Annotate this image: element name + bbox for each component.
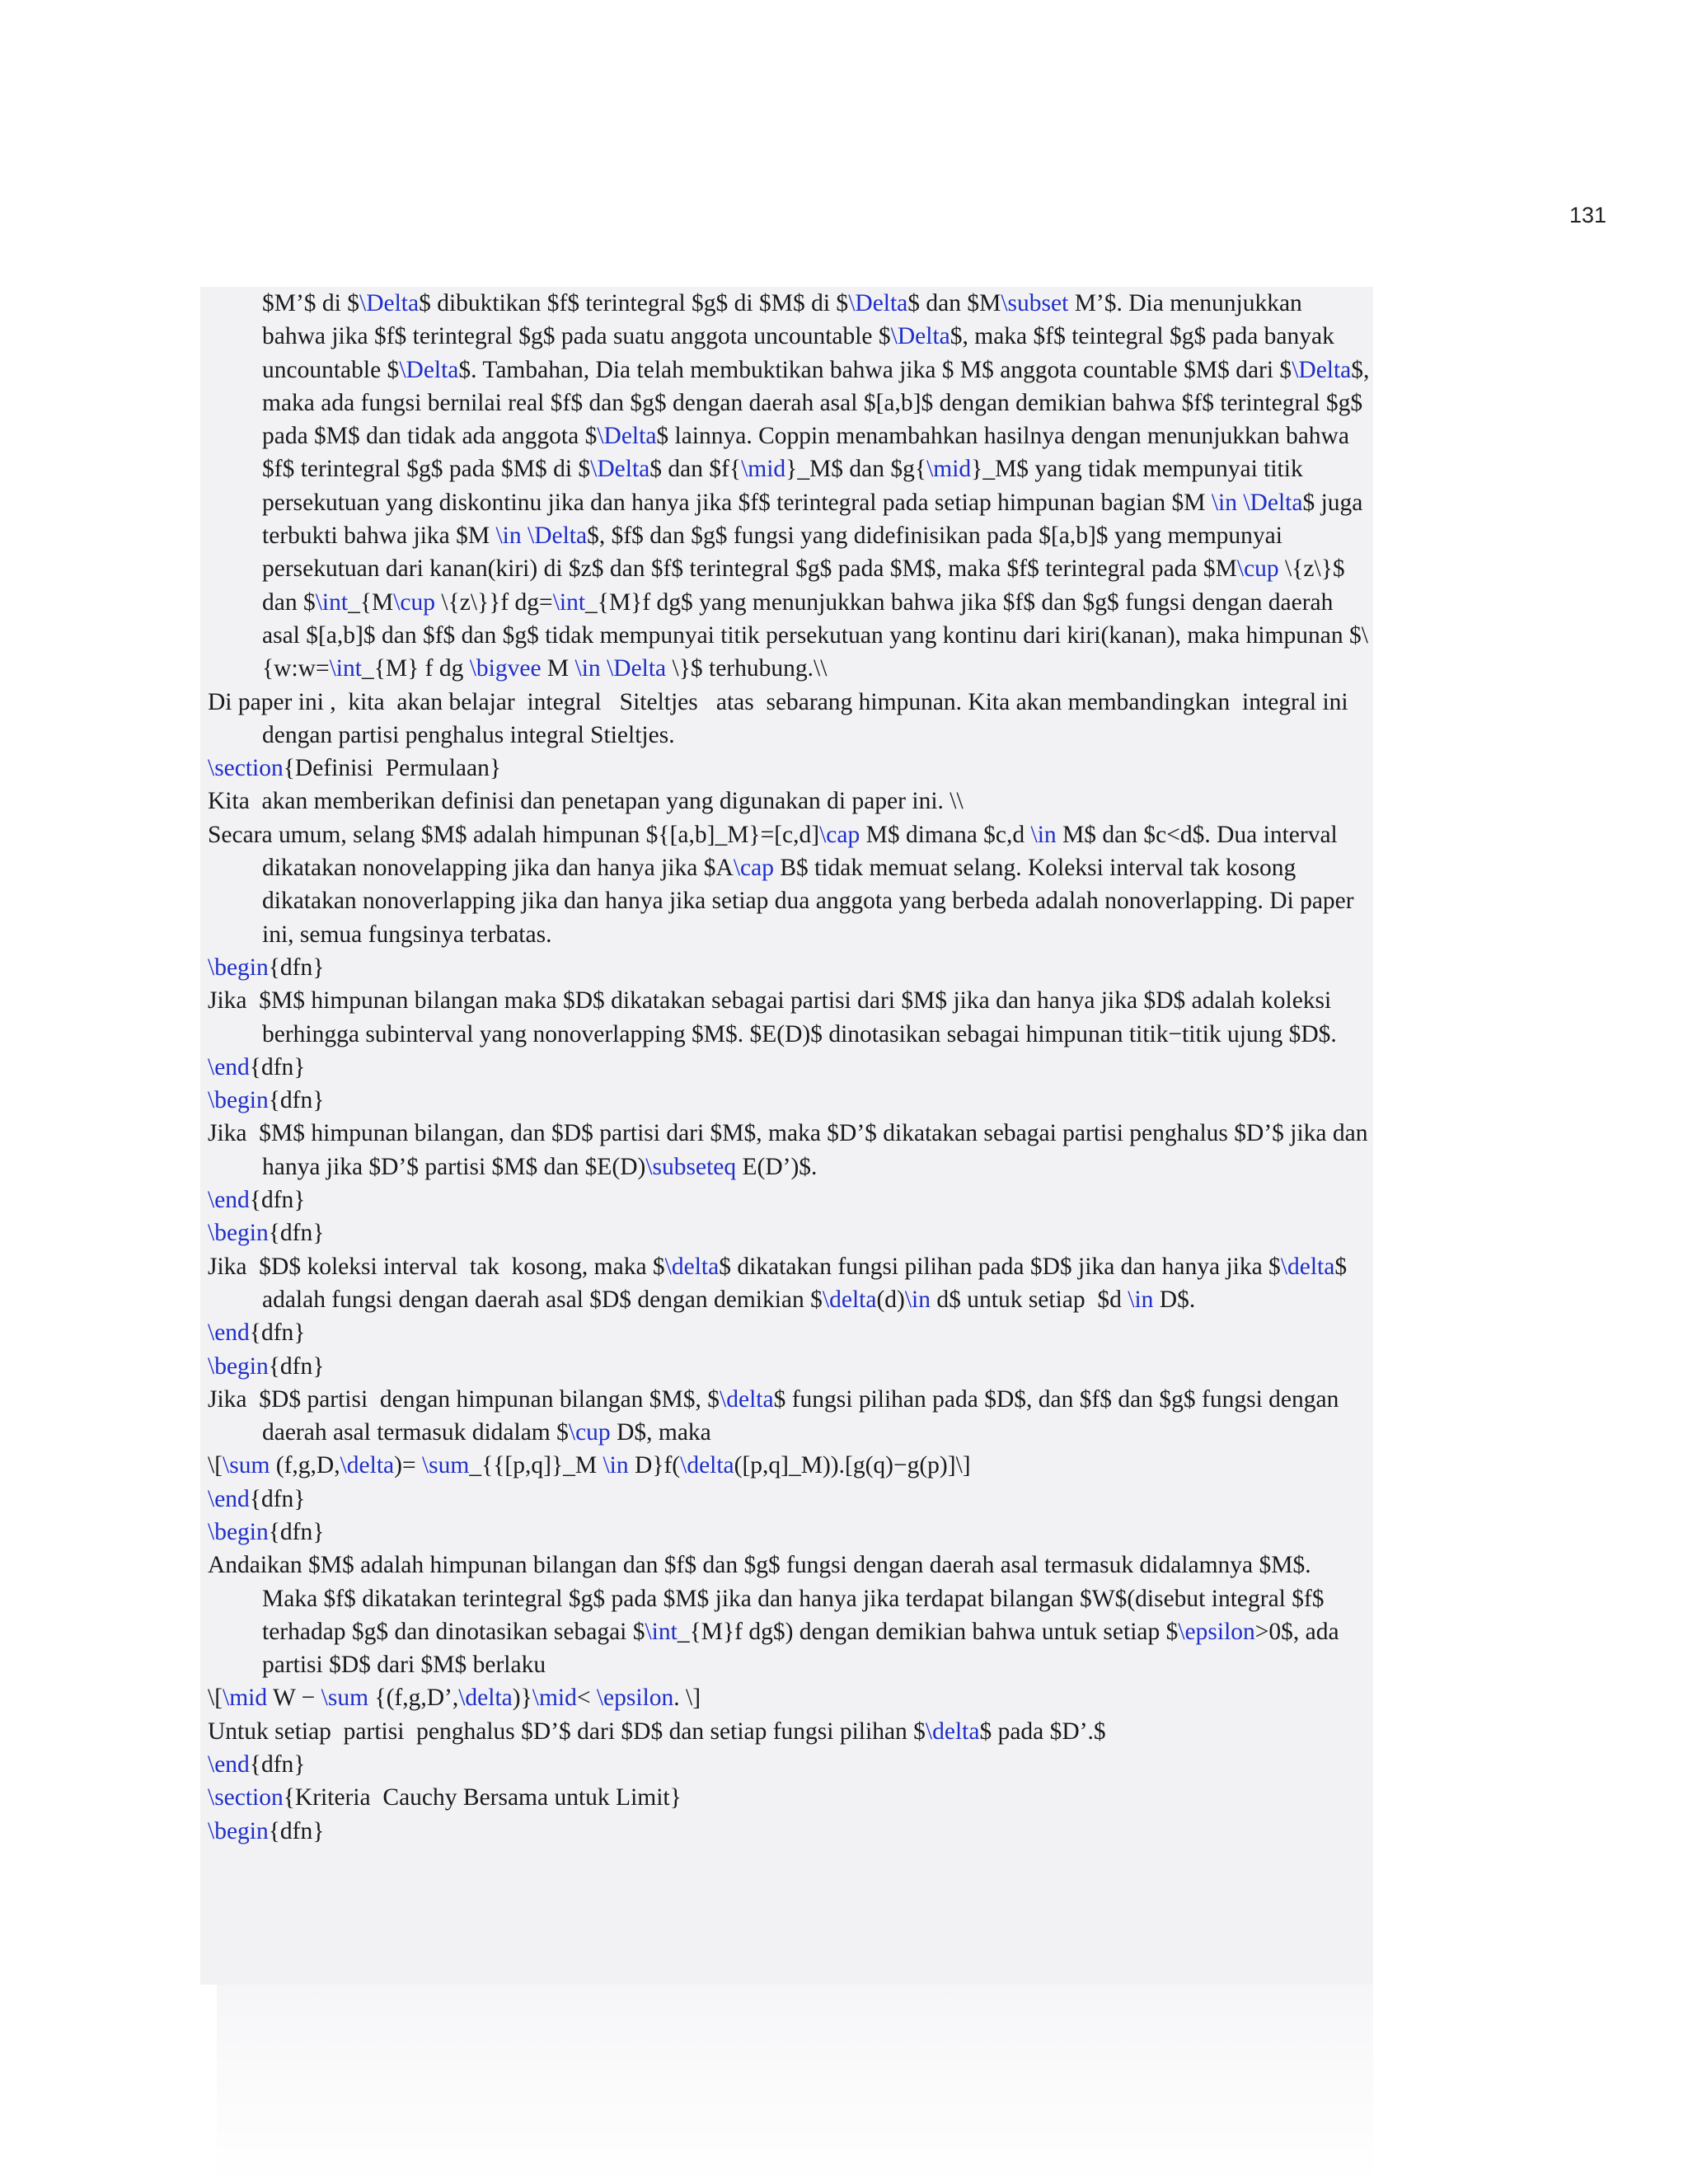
text-run: {Kriteria Cauchy Bersama untuk Limit} [283, 1784, 682, 1811]
text-run: $ adalah fungsi dengan daerah asal $D$ dengan demikian $ [262, 1253, 1353, 1313]
latex-command: \mid [926, 456, 972, 483]
latex-command: \begin [208, 1087, 269, 1114]
latex-command: \in [1030, 821, 1057, 848]
latex-command: \in [1128, 1286, 1154, 1313]
text-paragraph [208, 984, 1370, 1051]
page-number: 131 [1569, 203, 1607, 227]
latex-command: \int [329, 655, 362, 682]
latex-command: \begin [208, 1518, 269, 1545]
text-run: {dfn} [268, 1352, 325, 1380]
text-paragraph [208, 1815, 1370, 1848]
text-run: \[ [208, 1452, 223, 1479]
latex-command: \Delta [890, 323, 950, 350]
latex-command: \end [208, 1485, 250, 1512]
latex-command: \sum [321, 1685, 369, 1712]
text-run: \{z\}$ dan $ [262, 555, 1351, 616]
text-run: $ dibuktikan $f$ terintegral $g$ di $M$ di $ [419, 290, 849, 316]
latex-command: \begin [208, 1817, 269, 1844]
text-paragraph [208, 1516, 1370, 1549]
text-paragraph [208, 1250, 1370, 1317]
latex-command: \section [208, 1784, 284, 1811]
text-run: {dfn} [268, 1518, 325, 1545]
text-run: W − [267, 1685, 321, 1712]
latex-command: \cup [393, 588, 435, 616]
text-paragraph [208, 1715, 1370, 1748]
text-run: $ lainnya. Coppin menambahkan hasilnya dengan menunjukkan bahwa $f$ terintegral $g$ pada $M$ di $ [262, 423, 1356, 483]
text-run: D$. [1153, 1286, 1196, 1313]
text-run: Kita akan memberikan definisi dan penetapan yang digunakan di paper ini. \\ [208, 788, 964, 815]
latex-command: \begin [208, 954, 269, 981]
latex-command: \Delta [597, 423, 657, 450]
text-paragraph [208, 1781, 1370, 1814]
text-run: $ fungsi pilihan pada $D$, dan $f$ dan $g$ fungsi dengan daerah asal termasuk didalam $ [262, 1385, 1345, 1446]
text-run: {dfn} [268, 1087, 325, 1114]
latex-command: \in [904, 1286, 931, 1313]
latex-command: \subset [1001, 290, 1069, 316]
text-run: {dfn} [268, 1817, 325, 1844]
latex-command: \cup [568, 1419, 611, 1446]
latex-command: \Delta [1292, 356, 1352, 383]
text-paragraph [208, 1051, 1370, 1084]
latex-command: \delta [664, 1253, 720, 1280]
text-paragraph [208, 1549, 1370, 1681]
text-paragraph [208, 1748, 1370, 1781]
text-run: < [576, 1685, 597, 1712]
text-run: _{M [348, 588, 394, 616]
latex-command: \delta [1280, 1253, 1335, 1280]
latex-command: \delta [822, 1286, 877, 1313]
text-run: $, $f$ dan $g$ fungsi yang didefinisikan pada $[a,b]$ yang mempunyai persekutuan dari kanan(kiri) di $z$ dan $f$ terintegral $g$ pada $M$, maka $f$ terintegral pada $M [262, 523, 1289, 583]
text-run: {dfn} [249, 1751, 306, 1779]
latex-command: \end [208, 1751, 250, 1779]
text-run [522, 523, 528, 549]
text-run: $, maka $f$ teintegral $g$ pada banyak uncountable $ [262, 323, 1341, 383]
text-paragraph [208, 287, 1376, 686]
text-run: Untuk setiap partisi penghalus $D’$ dari $D$ dan setiap fungsi pilihan $ [208, 1718, 926, 1745]
text-run: D}f( [628, 1452, 681, 1479]
text-paragraph [208, 752, 1370, 785]
latex-command: \Delta [1243, 489, 1303, 516]
latex-command: \subseteq [645, 1153, 737, 1180]
text-run: Jika $D$ koleksi interval tak kosong, maka $ [208, 1253, 665, 1280]
text-run: Andaikan $M$ adalah himpunan bilangan dan $f$ dan $g$ fungsi dengan daerah asal termasuk didalamnya $M$. Maka $f$ dikatakan terintegral $g$ pada $M$ jika dan hanya jika terdapat bilangan $W$(disebut integral $f$ terhadap $g$ dan dinotasikan sebagai $ [208, 1552, 1330, 1645]
text-run: $ pada $D’.$ [979, 1718, 1106, 1745]
text-run: (d) [876, 1286, 905, 1313]
text-run: _{{[p,q]}_M [469, 1452, 603, 1479]
latex-command: \mid [532, 1685, 577, 1712]
text-run: {dfn} [249, 1053, 306, 1080]
text-paragraph [208, 1383, 1370, 1450]
latex-command: \sum [421, 1452, 470, 1479]
latex-command: \delta [680, 1452, 734, 1479]
text-run: ([p,q]_M)).[g(q)−g(p)]\] [734, 1452, 971, 1479]
text-paragraph [208, 1316, 1370, 1349]
text-run: (f,g,D, [270, 1452, 340, 1479]
latex-command: \epsilon [1178, 1618, 1255, 1645]
text-run: $. Tambahan, Dia telah membuktikan bahwa jika $ M$ anggota countable $M$ dari $ [458, 356, 1292, 383]
text-run: D$, maka [610, 1419, 711, 1446]
latex-command: \in [603, 1452, 629, 1479]
panel-fade [217, 1985, 1373, 2184]
text-run: {dfn} [268, 954, 325, 981]
text-paragraph [208, 818, 1370, 951]
latex-command: \section [208, 755, 284, 782]
latex-command: \cap [819, 821, 860, 848]
text-run: E(D’)$. [736, 1153, 818, 1180]
text-paragraph [208, 1449, 1370, 1482]
text-run: Secara umum, selang $M$ adalah himpunan ${[a,b]_M}=[c,d] [208, 821, 820, 848]
text-run: {dfn} [249, 1187, 306, 1214]
text-run: }_M$ yang tidak mempunyai titik persekutuan yang diskontinu jika dan hanya jika $f$ terintegral pada setiap himpunan bagian $M [262, 456, 1310, 516]
latex-command: \Delta [399, 356, 459, 383]
text-run: B$ tidak memuat selang. Koleksi interval tak kosong dikatakan nonoverlapping jika dan hanya jika setiap dua anggota yang berbeda adalah nonoverlapping. Di paper ini, semua fungsinya terbatas. [262, 855, 1360, 948]
latex-source-text [208, 287, 1376, 1848]
text-run: M$ dan $c<d$. Dua interval dikatakan nonovelapping jika dan hanya jika $A [262, 821, 1344, 882]
text-run: M$ dimana $c,d [860, 821, 1031, 848]
latex-command: \in [574, 655, 601, 682]
text-run: {(f,g,D’, [368, 1685, 459, 1712]
latex-command: \int [552, 588, 586, 616]
text-run: $M’$ di $ [262, 290, 359, 316]
text-run [601, 655, 607, 682]
latex-command: \delta [925, 1718, 980, 1745]
text-run: \{z\}}f dg= [435, 588, 553, 616]
text-paragraph [208, 785, 1370, 818]
text-paragraph [208, 1117, 1374, 1183]
text-run: . \] [673, 1685, 701, 1712]
text-run: _{M}f dg$) dengan demikian bahwa untuk setiap $ [677, 1618, 1179, 1645]
text-run: {Definisi Permulaan} [283, 755, 502, 782]
text-run: Jika $M$ himpunan bilangan, dan $D$ partisi dari $M$, maka $D’$ dikatakan sebagai partisi penghalus $D’$ jika dan hanya jika $D’$ partisi $M$ dan $E(D) [208, 1120, 1374, 1180]
latex-command: \mid [741, 456, 786, 483]
text-run: \[ [208, 1685, 223, 1712]
text-run: {dfn} [249, 1485, 306, 1512]
latex-command: \sum [223, 1452, 270, 1479]
text-run: _{M} f dg [361, 655, 470, 682]
latex-command: \bigvee [469, 655, 542, 682]
text-run: \}$ terhubung.\\ [666, 655, 828, 682]
latex-command: \end [208, 1319, 250, 1347]
latex-command: \delta [340, 1452, 395, 1479]
text-run: Di paper ini , kita akan belajar integral Siteltjes atas sebarang himpunan. Kita akan membandingkan integral ini dengan partisi penghalus integral Stieltjes. [208, 688, 1354, 748]
latex-command: \delta [720, 1385, 774, 1413]
text-run: $ dikatakan fungsi pilihan pada $D$ jika dan hanya jika $ [719, 1253, 1281, 1280]
latex-command: \end [208, 1053, 250, 1080]
latex-command: \in [495, 523, 522, 550]
text-run: Jika $D$ partisi dengan himpunan bilangan $M$, $ [208, 1385, 720, 1413]
latex-command: \epsilon [596, 1685, 674, 1712]
latex-command: \Delta [359, 290, 420, 316]
latex-command: \begin [208, 1352, 269, 1380]
text-run: $, maka ada fungsi bernilai real $f$ dan $g$ dengan daerah asal $[a,b]$ dengan demikian bahwa $f$ terintegral $g$ pada $M$ dan tidak ada anggota $ [262, 356, 1376, 450]
text-paragraph [208, 951, 1370, 984]
latex-command: \begin [208, 1220, 269, 1247]
text-run: }_M$ dan $g{ [785, 456, 927, 483]
text-run: )} [512, 1685, 532, 1712]
latex-command: \Delta [528, 523, 588, 550]
text-paragraph [208, 1084, 1370, 1117]
text-paragraph [208, 1681, 1370, 1714]
latex-command: \int [315, 588, 349, 616]
text-paragraph [208, 1483, 1370, 1516]
text-paragraph [208, 1183, 1370, 1216]
latex-command: \cup [1236, 555, 1279, 583]
text-run: >0$, ada partisi $D$ dari $M$ berlaku [262, 1618, 1345, 1679]
latex-command: \in [1211, 489, 1237, 516]
text-run: Jika $M$ himpunan bilangan maka $D$ dikatakan sebagai partisi dari $M$ jika dan hanya jika $D$ adalah koleksi berhingga subinterval yang nonoverlapping $M$. $E(D)$ dinotasikan sebagai himpunan titik−titik ujung $D$. [208, 987, 1338, 1047]
latex-command: \delta [458, 1685, 513, 1712]
text-run: $ dan $M [907, 290, 1001, 316]
text-run: _{M}f dg$ yang menunjukkan bahwa jika $f$ dan $g$ fungsi dengan daerah asal $[a,b]$ dan $f$ dan $g$ tidak mempunyai titik persekutuan yang kontinu dari kiri(kanan), maka himpunan $\{w:w= [262, 588, 1368, 682]
text-run: M’$. Dia menunjukkan bahwa jika $f$ terintegral $g$ pada suatu anggota uncountable $ [262, 290, 1309, 350]
latex-command: \Delta [590, 456, 650, 483]
text-paragraph [208, 1350, 1370, 1383]
latex-command: \Delta [607, 655, 667, 682]
text-run: {dfn} [268, 1220, 325, 1247]
text-run: )= [394, 1452, 422, 1479]
latex-command: \mid [223, 1685, 268, 1712]
latex-command: \cap [733, 855, 774, 882]
latex-command: \end [208, 1187, 250, 1214]
text-run: $ dan $f{ [649, 456, 742, 483]
text-run: d$ untuk setiap $d [931, 1286, 1128, 1313]
text-run: {dfn} [249, 1319, 306, 1347]
text-run: M [541, 655, 575, 682]
text-run: $ juga terbukti bahwa jika $M [262, 489, 1369, 550]
text-paragraph [208, 686, 1370, 752]
latex-command: \int [645, 1618, 678, 1645]
latex-command: \Delta [848, 290, 908, 316]
text-paragraph [208, 1216, 1370, 1249]
